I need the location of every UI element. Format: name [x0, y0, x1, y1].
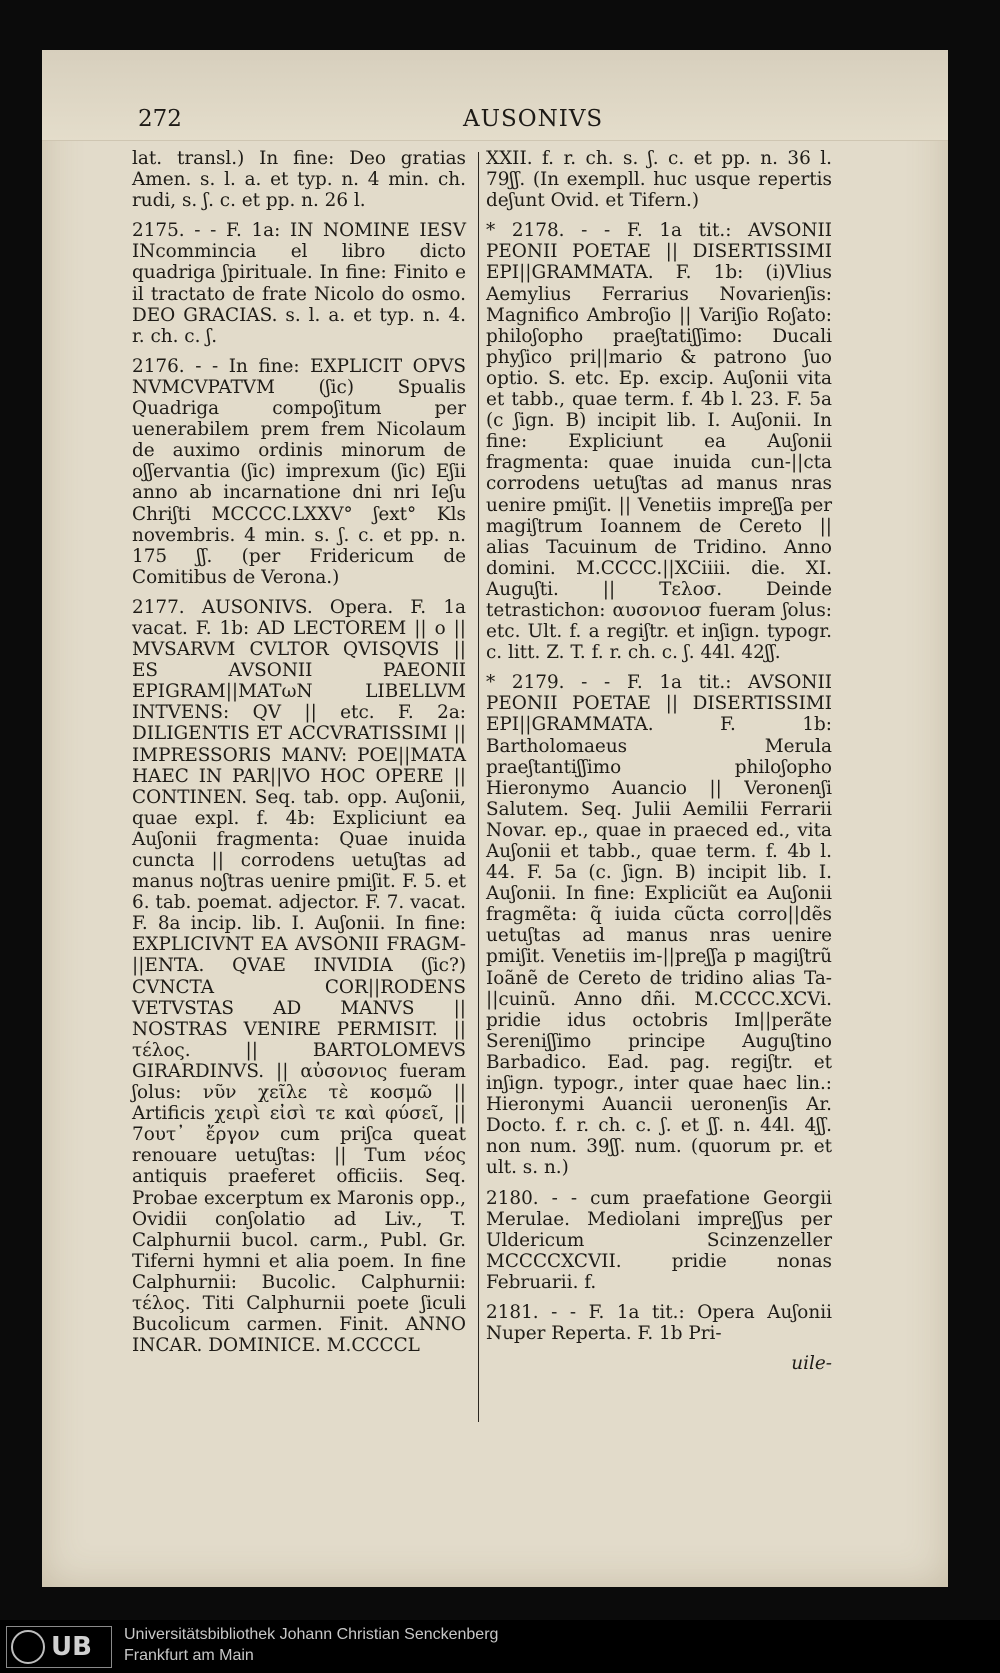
right-column [486, 148, 832, 1383]
running-title: AUSONIVS [463, 106, 604, 132]
page-number: 272 [138, 106, 182, 132]
library-footer [0, 1620, 1000, 1673]
entry-2179: * 2179. - - F. 1a tit.: AVSONII PEONII POETAE || DISERTISSIMI EPI||GRAMMATA. F. 1b: Bartholomaeus Merula praeʃtantiʃʃimo philoʃopho Hieronymo Auancio || Veronenʃi Salutem. Seq. Julii Aemilii Ferrarii Novar. ep., quae in praeced ed., vita Auʃonii et tabb., quae term. f. 4b l. 44. F. 5a (c. ʃign. B) incipit lib. I. Auʃonii. In fine: Expliciũt ea Auʃonii fragmẽta: q̃ iuida cũcta corro||dẽs uetuʃtas ad manus nras uenire pmiʃit. Venetiis im-||preʃʃa p magiʃtrũ Ioãnẽ de Cereto de tridino alias Ta-||cuinũ. Anno dñi. M.CCCC.XCVi. pridie idus octobris Im||perãte Sereniʃʃimo principe Auguʃtino Barbadico. Ead. pag. regiʃtr. et inʃign. typogr., inter quae haec lin.: Hieronymi Auancii ueronenʃis Ar. Docto. f. r. ch. c. ʃ. et ʃʃ. n. 44l. 4ʃʃ. non num. 39ʃʃ. num. (quorum pr. et ult. s. n.) [486, 672, 832, 1179]
entry-2177: 2177. AUSONIVS. Opera. F. 1a vacat. F. 1b: AD LECTOREM || o || MVSARVM CVLTOR QVISQVIS || ES AVSONII PAEONII EPIGRAM||MATωN LIBELLVM INTVENS: QV || etc. F. 2a: DILIGENTIS ET ACCVRATISSIMI || IMPRESSORIS MANV: POE||MATA HAEC IN PAR||VO HOC OPERE || CONTINEN. Seq. tab. opp. Auʃonii, quae expl. f. 4b: Expliciunt ea Auʃonii fragmenta: Quae inuida cuncta || corrodens uetuʃtas ad manus noʃtras uenire pmiʃit. F. 5. et 6. tab. poemat. adjector. F. 7. vacat. F. 8a incip. lib. I. Auʃonii. In fine: EXPLICIVNT EA AVSONII FRAGM-||ENTA. QVAE INVIDIA (ʃic?) CVNCTA COR||RODENS VETVSTAS AD MANVS || NOSTRAS VENIRE PERMISIT. || τέλος. || BARTOLOMEVS GIRARDINVS. || αὐσονιος fueram ʃolus: νῦν χεῖλε τὲ κοσμῶ || Artificis χειρὶ εἰσὶ τε καὶ φύσεῖ, || 7ουτ᾽ ἔργον cum priʃca queat renouare uetuʃtas: || Tum νέος antiquis praeferet officiis. Seq. Probae excerptum ex Maronis opp., Ovidii conʃolatio ad Liv., T. Calphurnii bucol. carm., Publ. Gr. Tiferni hymni et alia poem. In fine Calphurnii: Bucolic. Calphurnii: τέλος. Titi Calphurnii poete ʃiculi Bucolicum carmen. Finit. ANNO INCAR. DOMINICE. M.CCCCL [132, 596, 466, 1357]
column-divider [478, 152, 479, 1422]
seal-icon [11, 1630, 45, 1664]
entry-2176: 2176. - - In fine: EXPLICIT OPVS NVMCVPATVM (ʃic) Spualis Quadriga compoʃitum per uenerabilem prem frem Nicolaum de auximo ordinis minorum de oʃʃervantia (ʃic) imprexum (ʃic) Eʃii anno ab incarnatione dni nri Ieʃu Chriʃti MCCCC.LXXV° ʃext° Kls novembris. 4 min. s. ʃ. c. et pp. n. 175 ʃʃ. (per Fridericum de Comitibus de Verona.) [132, 355, 466, 588]
catchword: uile- [791, 1353, 832, 1375]
entry-2175: 2175. - - F. 1a: IN NOMINE IESV INcommincia el libro dicto quadriga ʃpirituale. In fine: Finito e il tractato de frate Nicolo do osmo. DEO GRACIAS. s. l. a. et typ. n. 4. r. ch. c. ʃ. [132, 220, 466, 347]
library-city: Frankfurt am Main [124, 1647, 254, 1664]
entry-2181: 2181. - - F. 1a tit.: Opera Auʃonii Nuper Reperta. F. 1b Pri- [486, 1301, 832, 1345]
logo-text: UB [51, 1632, 92, 1662]
left-column [132, 148, 466, 1365]
entry-2177-continuation: XXII. f. r. ch. s. ʃ. c. et pp. n. 36 l. 79ʃʃ. (In exempll. huc usque repertis deʃunt Ovid. et Tifern.) [486, 148, 832, 212]
entry-2180: 2180. - - cum praefatione Georgii Merulae. Mediolani impreʃʃus per Uldericum Scinzenzeller MCCCCXCVII. pridie nonas Februarii. f. [486, 1187, 832, 1293]
entry-continuation: lat. transl.) In fine: Deo gratias Amen. s. l. a. et typ. n. 4 min. ch. rudi, s. ʃ. c. et pp. n. 26 l. [132, 148, 466, 212]
library-name: Universitätsbibliothek Johann Christian Senckenberg [124, 1626, 499, 1643]
library-logo [6, 1626, 112, 1668]
entry-2178: * 2178. - - F. 1a tit.: AVSONII PEONII POETAE || DISERTISSIMI EPI||GRAMMATA. F. 1b: (i)Vlius Aemylius Ferrarius Novarienʃis: Magnifico Ambroʃio || Variʃio Roʃato: philoʃopho praeʃtatiʃʃimo: Ducali phyʃico pri||mario & patrono ʃuo optio. S. etc. Ep. excip. Auʃonii vita et tabb., quae term. f. 4b l. 23. F. 5a (c ʃign. B) incipit lib. I. Auʃonii. In fine: Expliciunt ea Auʃonii fragmenta: quae inuida cun-||cta corrodens uetuʃtas ad manus nras uenire pmiʃit. || Venetiis impreʃʃa per magiʃtrum Ioannem de Cereto || alias Tacuinum de Tridino. Anno domini. M.CCCC.||XCiiii. die. XI. Auguʃti. || Τελοσ. Deinde tetrastichon: αυσονιοσ fueram ʃolus: etc. Ult. f. a regiʃtr. et inʃign. typogr. c. litt. Z. T. f. r. ch. c. ʃ. 44l. 42ʃʃ. [486, 220, 832, 664]
